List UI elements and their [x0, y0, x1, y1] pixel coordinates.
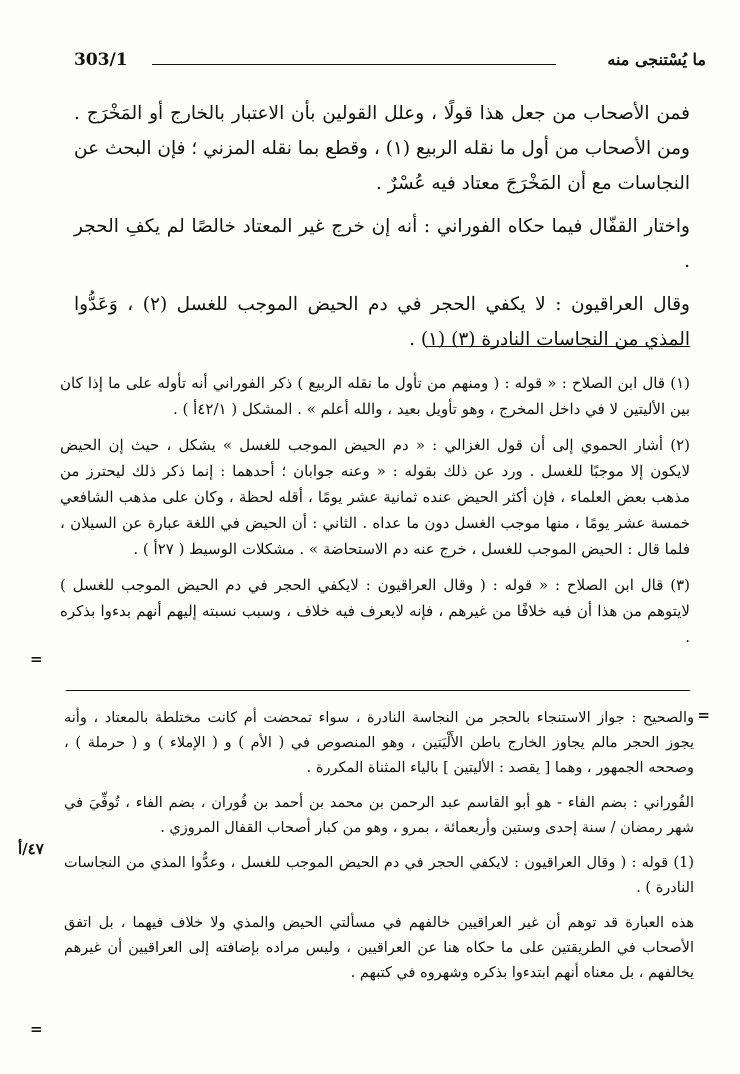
continuation-mark: =: [697, 706, 710, 724]
footnotes: [60, 370, 690, 660]
commentary-paragraph: والصحيح : جواز الاستنجاء بالحجر من النجاسة النادرة ، سواء تمحضت أم كانت مختلطة بالمعتاد ، وأنه يجوز الحجر مالم يجاوز الخارج باطن الأَلْيَتين ، وهو المنصوص في ( الأم ) و ( الإملاء ) و ( حرملة ) ، وصححه الجمهور ، وهما [ يقصد : الأليتين ] بالياء المثناة المكررة .: [64, 710, 694, 776]
commentary-paragraph: (1) قوله : ( وقال العراقيون : لايكفي الحجر في دم الحيض الموجب للغسل ، وعدُّوا المذي من النجاسات النادرة ) .: [64, 855, 694, 896]
footnote: (٢) أشار الحموي إلى أن قول الغزالي : « دم الحيض الموجب للغسل » يشكل ، حيث إن الحيض لايكون إلا موجبًا للغسل . ورد عن ذلك بقوله : « وعنه جوابان ؛ أحدهما : إنما ذكر ذلك ليحترز من مذهب بعض العلماء ، فإن أكثر الحيض عنده ثمانية عشر يومًا ، أقله لحظة ، وكان على مذهب الشافعي خمسة عشر يومًا ، منها موجب الغسل دون ما عداه . الثاني : أن الحيض في اللغة عبارة عن السيلان ، فلما قال : الحيض الموجب للغسل ، خرج عنه دم الاستحاضة » . مشكلات الوسيط ( ٢٧أ ) .: [60, 436, 690, 558]
commentary-paragraph: هذه العبارة قد توهم أن غير العراقيين خالفهم في مسألتي الحيض والمذي ولا خلاف فيهما ، بل اتفق الأصحاب في الطريقتين على ما حكاه هنا عن العراقيين ، وليس مراده بإضافته إلى العراقيين أن غيرهم يخالفهم ، بل معناه أنهم ابتدءوا بذكره وشهروه في كتبهم .: [64, 915, 694, 981]
margin-folio: ٤٧/أ: [18, 840, 44, 858]
main-paragraph: فمن الأصحاب من جعل هذا قولًا ، وعلل القولين بأن الاعتبار بالخارج أو المَخْرَج . ومن الأصحاب من أول ما نقله الربيع (١) ، وقطع بما نقله المزني ؛ فإن البحث عن النجاسات مع أن المَخْرَجَ معتاد فيه عُسْرٌ .: [74, 103, 690, 194]
footnote-separator: [426, 346, 690, 347]
commentary: [64, 706, 694, 996]
main-text: [74, 96, 690, 365]
header-rule: [152, 64, 556, 65]
main-paragraph: وقال العراقيون : لا يكفي الحجر في دم الحيض الموجب للغسل (٢) ، وَعَدُّوا المذي من النجاسات النادرة (٣) (١) .: [74, 294, 690, 350]
footnote: (٣) قال ابن الصلاح : « قوله : ( وقال العراقيون : لايكفي الحجر في دم الحيض الموجب للغسل ) لايتوهم من هذا أن فيه خلافًا من غيرهم ، فإنه لايعرف فيه خلاف ، وسبب نسبته إليهم أنهم بدءوا بذكره .: [60, 576, 690, 646]
page-number: 303/1: [74, 50, 128, 70]
footnote: (١) قال ابن الصلاح : « قوله : ( ومنهم من تأول ما نقله الربيع ) ذكر الفوراني أنه تأوله على ما إذا كان بين الأليتين لا في داخل المخرج ، وهو تأويل بعيد ، والله أعلم » . المشكل ( ٤٢/١أ ) .: [60, 374, 690, 418]
page-header: [74, 50, 706, 76]
main-paragraph: واختار القفّال فيما حكاه الفوراني : أنه إن خرج غير المعتاد خالصًا لم يكفِ الحجر .: [74, 216, 690, 272]
continuation-mark: =: [30, 1020, 43, 1038]
running-head: ما يُسْتنجى منه: [607, 50, 706, 69]
continuation-mark: =: [30, 650, 43, 668]
commentary-paragraph: الفُوراني : بضم الفاء - هو أبو القاسم عبد الرحمن بن محمد بن أحمد بن فُوران ، بضم الفاء ، تُوفِّيَ في شهر رمضان / سنة إحدى وستين وأربعمائة ، بمرو ، وهو من كبار أصحاب القفال المروزي .: [64, 795, 694, 836]
commentary-separator: [66, 690, 690, 691]
